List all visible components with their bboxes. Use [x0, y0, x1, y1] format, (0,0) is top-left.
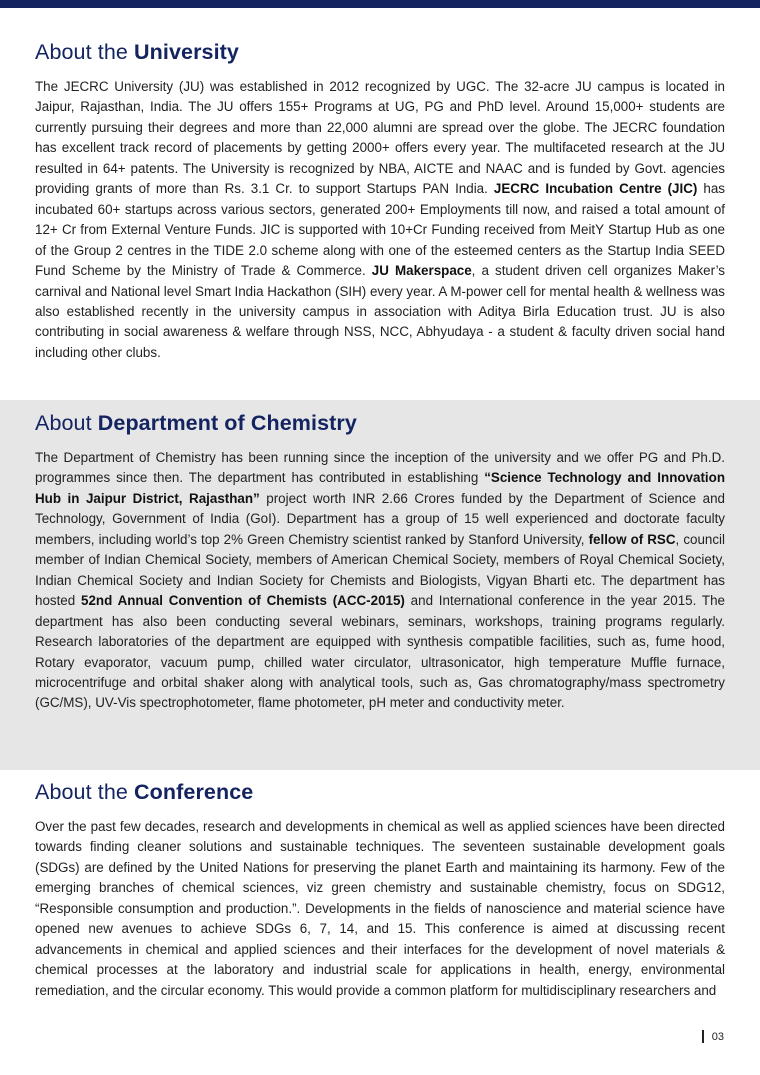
text-run: Over the past few decades, research and developments in chemical as well as applied sciences have been directed towards finding cleaner solutions and sustainable techniques. The seventeen sustainable development goals (SDGs) are defined by the United Nations for preserving the planet Earth and maintaining its harmony. Few of the emerging branches of chemical sciences, viz green chemistry and sustainable chemistry, focus on SDG12, “Responsible consumption and production.”. Developments in the fields of nanoscience and material science have opened new avenues to achieve SDGs 6, 7, 14, and 15. This conference is aimed at discussing recent advancements in chemical and applied sciences and their interfaces for the development of novel materials & chemical processes at the laboratory and industrial scale for applications in health, energy, environmental remediation, and the circular economy. This would provide a common platform for multidisciplinary researchers and — [35, 819, 725, 998]
text-bold: JU Makerspace — [371, 263, 472, 279]
about-university-text — [35, 77, 725, 363]
heading-prefix: About — [35, 411, 98, 435]
text-run: , a student driven cell organizes Maker’s carnival and National level Smart India Hackathon (SIH) every year. A M-power cell for mental health & wellness was also established recently in the university campus in association with Aditya Birla Education trust. JU is also contributing in social awareness & welfare through NSS, NCC, Abhyudaya - a student & faculty driven social hand including other clubs. — [35, 263, 726, 360]
about-conference-text — [35, 817, 725, 1001]
heading-emphasis: University — [134, 40, 239, 64]
heading-prefix: About the — [35, 40, 135, 64]
about-university-section — [0, 30, 760, 398]
text-bold: fellow of RSC — [588, 531, 676, 547]
page-number-divider — [702, 1030, 704, 1043]
text-run: project worth INR 2.66 Crores funded by the Department of Science and Technology, Government of India (GoI). Department has a group of 15 well experienced and doctorate faculty members, including world’s top 2% Green Chemistry scientist ranked by Stanford University, — [35, 490, 725, 547]
text-bold: “Science Technology and Innovation Hub in Jaipur District, Rajasthan” — [35, 470, 725, 506]
about-chemistry-text — [35, 448, 725, 714]
text-run: and International conference in the year 2015. The department has also been conducting several webinars, seminars, workshops, training programs regularly. Research laboratories of the department are equipped with synthesis compatible facilities, such as, fume hood, Rotary evaporator, vacuum pump, chilled water circulator, ultrasonicator, high temperature Muffle furnace, microcentrifuge and orbital shaker along with analytical tools, such as, Gas chromatography/mass spectrometry (GC/MS), UV-Vis spectrophotometer, flame photometer, pH meter and conductivity meter. — [35, 593, 725, 711]
page-number-text: 03 — [711, 1030, 724, 1043]
top-accent-bar — [0, 0, 760, 8]
about-conference-section — [0, 770, 760, 1020]
heading-emphasis: Department of Chemistry — [97, 411, 357, 435]
heading-emphasis: Conference — [134, 780, 254, 804]
about-chemistry-section — [0, 400, 760, 770]
about-chemistry-heading — [35, 408, 725, 438]
text-run: The Department of Chemistry has been running since the inception of the university and we offer PG and Ph.D. programmes since then. The department has contributed in establishing — [35, 450, 725, 486]
text-run: , council member of Indian Chemical Society, members of American Chemical Society, members of Royal Chemical Society, Indian Chemical Society and Indian Society for Chemists and Biologists, Vigyan Bharti etc. The department has hosted — [35, 531, 726, 609]
about-conference-heading — [35, 777, 725, 807]
page-number — [702, 1030, 724, 1043]
text-run: The JECRC University (JU) was established in 2012 recognized by UGC. The 32-acre JU campus is located in Jaipur, Rajasthan, India. The JU offers 155+ Programs at UG, PG and PhD level. Around 15,000+ students are currently pursuing their degrees and more than 22,000 alumni are spread over the globe. The JECRC foundation has excellent track record of placements by getting 2000+ offers every year. The multifaceted research at the JU resulted in 64+ patents. The University is recognized by NBA, AICTE and NAAC and is funded by Govt. agencies providing grants of more than Rs. 3.1 Cr. to support Startups PAN India. — [35, 79, 725, 197]
about-university-heading — [35, 37, 725, 67]
text-bold: JECRC Incubation Centre (JIC) — [493, 181, 698, 197]
text-bold: 52nd Annual Convention of Chemists (ACC-2015) — [81, 593, 405, 609]
text-run: has incubated 60+ startups across various sectors, generated 200+ Employments till now, and raised a total amount of 12+ Cr from External Venture Funds. JIC is supported with 10+Cr Funding received from MeitY Startup Hub as one of the Group 2 centres in the TIDE 2.0 scheme along with one of the esteemed centers as the Startup India SEED Fund Scheme by the Ministry of Trade & Commerce. — [35, 181, 725, 279]
heading-prefix: About the — [35, 780, 135, 804]
